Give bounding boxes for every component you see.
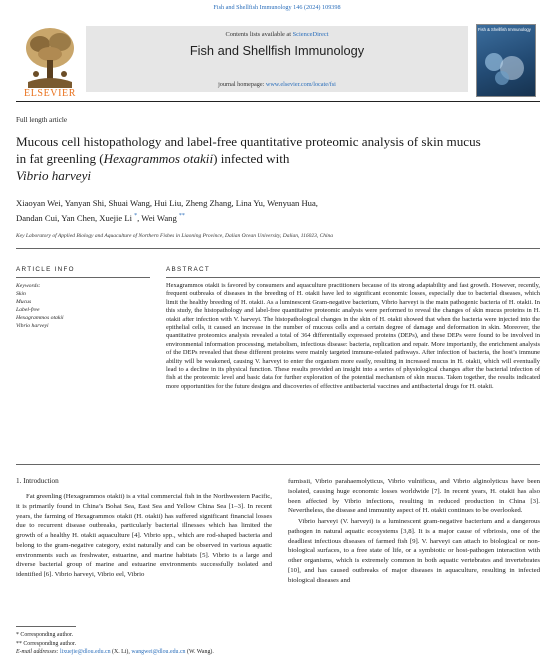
title-part-2: ) infected with <box>213 150 290 166</box>
running-header: Fish and Shellfish Immunology 146 (2024) 109398 <box>213 4 341 11</box>
keyword-item: Mucus <box>16 299 32 305</box>
email-suffix-li: (X. Li), <box>110 649 132 656</box>
introduction-right-column <box>288 477 540 585</box>
corresponding-author-2: ** Corresponding author. <box>16 640 77 647</box>
title-species: Hexagrammos otakii <box>103 150 214 166</box>
email-line <box>16 648 396 657</box>
keyword-item: Label-free <box>16 307 40 313</box>
homepage-link[interactable]: www.elsevier.com/locate/fsi <box>265 81 336 88</box>
homepage-prefix: journal homepage: <box>218 81 266 88</box>
journal-title: Fish and Shellfish Immunology <box>189 43 365 58</box>
author-line-1: Xiaoyan Wei, Yanyan Shi, Shuai Wang, Hui Liu, Zheng Zhang, Lina Yu, Wenyuan Hua, <box>16 198 318 208</box>
publisher-name: ELSEVIER <box>23 88 77 99</box>
email-link-li[interactable]: lixuejie@dlou.edu.cn <box>59 649 111 656</box>
corresponding-mark-2[interactable]: ** <box>178 213 185 220</box>
corresponding-author-1: * Corresponding author. <box>16 632 74 638</box>
abstract-top-rule <box>166 277 540 278</box>
affiliation-rule <box>16 248 540 249</box>
abstract-bottom-rule <box>16 464 540 465</box>
author-affiliation: Key Laboratory of Applied Biology and Aquaculture of Northern Fishes in Liaoning Province, Dalian Ocean University, Dalian, 116023, China <box>16 233 334 239</box>
contents-prefix: Contents lists available at <box>225 31 293 38</box>
journal-cover-title: Fish & Shellfish Immunology <box>478 27 531 32</box>
author-list <box>16 197 486 225</box>
masthead-bottom-rule <box>16 101 540 102</box>
sciencedirect-link[interactable]: ScienceDirect <box>292 31 329 38</box>
title-part-1: Mucous cell histopathology and label-free quantitative proteomic analysis of skin mucus in fat greenling ( <box>16 134 481 166</box>
keyword-item: Skin <box>16 291 26 297</box>
article-type: Full length article <box>16 116 68 124</box>
article-title <box>16 134 486 184</box>
author-line-2 <box>16 210 486 225</box>
contents-line <box>86 31 468 38</box>
footnotes <box>16 631 396 657</box>
homepage-line <box>86 81 468 88</box>
email-label: E-mail addresses: <box>16 649 60 656</box>
article-info-rule <box>16 277 150 278</box>
introduction-left-column: Fat greenling (Hexagrammos otakii) is a vital commercial fish in the Northwestern Pacific, it is primarily found in China’s Bohai Sea, East Sea and Yellow China Sea [1–3]. In recent years, the farming of Hexagrammos otakii (H. otakii) has suffered significant financial losses due to recurrent disease outbreaks, particularly bacterial illnesses which has limited the growth of a healthy H. otakii aquaculture [4]. Vibrio spp., which are rod-shaped bacteria and belong to the gram-negative category, exist naturally and can be observed in various aquatic environments such as freshwater, estuarine, and marine habitats [5]. Vibrio is a large and diverse bacterial group of marine and estuarine environments successfully isolated and identified [6]. Vibrio harveyi, Vibrio eel, Vibrio <box>16 493 272 578</box>
author-names-b: , Wei Wang <box>137 213 179 224</box>
cover-artwork <box>480 46 530 90</box>
elsevier-tree-logo <box>18 24 82 90</box>
abstract-heading: ABSTRACT <box>166 266 210 273</box>
article-info-heading: ARTICLE INFO <box>16 266 75 273</box>
email-link-wang[interactable]: wangwei@dlou.edu.cn <box>131 649 186 656</box>
corresponding-mark-1[interactable]: * <box>134 213 138 220</box>
intro-right-paragraph-2: Vibrio harveyi (V. harveyi) is a luminescent gram-negative bacterium and a dangerous pathogen in natural aquatic ecosystems [3,8]. It is a major cause of vibriosis, one of the deadliest infectious diseases of farmed fish [9]. V. harveyi can attach to biological or non-biological surfaces, to a free state of life, or a symbiotic or host-pathogen interaction with other organisms, which is extremely common in both aquatic vertebrates and invertebrates [10], and has caused outbreaks of major diseases in aquaculture, resulting in infected biological diseases and <box>288 518 540 584</box>
abstract-text: Hexagrammos otakii is favored by consumers and aquaculture practitioners because of its strong adaptability and fast growth. However, recently, frequent outbreaks of diseases in the breeding of H. otakii have led to significant economic losses, especially due to bacterial diseases, which limit the healthy breeding of H. otakii. As a luminescent Gram-negative bacterium, Vibrio harveyi is the main pathogenic bacteria of H. otakii. In this study, the histopathology and label-free quantitative proteomic analysis were performed to reveal the changes of skin mucus proteins in H. otakii after infection with V. harveyi. The histopathological changes in the skin of H. otakii showed that when the bacteria were injected into the epithelial cells, it caused an increase in the number of mucous cells and a certain degree of damage and deformation in skin. Moreover, the quantitative proteomics analysis revealed a total of 364 differentially expressed proteins (DEPs), and these DEPs were found to be involved in environmental information processing, metabolism, infectious disease: bacteria, replication and repair. More importantly, the enrichment analysis of the DEPs revealed that these different proteins were mainly targeted immune-related pathways. After infection of bacteria, the host’s immune ability will be weakened, causing V. harveyi to enter the organism more easily, resulting in increased mucus in H. otakii, which will eventually lead to a decline in its physical function. These results provided an insight into a series of physiological changes after the bacterial infection of fish at the proteomic level and basic data for further exploration of the potential mechanism of skin mucus. Taken together, the results indicated more opportunities for the future designs and discoveries of effective antibacterial vaccines and antibacterial drugs for H. otakii. <box>166 282 540 390</box>
email-suffix-wang: (W. Wang). <box>185 649 214 656</box>
intro-right-paragraph-1: furnissii, Vibrio parahaemolyticus, Vibrio vulnificus, and Vibrio alginolyticus have been isolated, causing huge economic losses worldwide [7]. In recent years, H. otakii has also been affected by Vibrio infections, resulting in reduced production in China [3]. Nevertheless, the disease and immunity aspect of H. otakii continues to be overlooked. <box>288 478 540 515</box>
title-pathogen: Vibrio harveyi <box>16 167 92 183</box>
introduction-heading: 1. Introduction <box>16 477 59 485</box>
keyword-item: Hexagrammos otakii <box>16 315 64 321</box>
author-names-a: Dandan Cui, Yan Chen, Xuejie Li <box>16 213 135 224</box>
keyword-item: Vibrio harveyi <box>16 323 49 329</box>
footnote-rule <box>16 626 76 627</box>
keywords-label: Keywords: <box>16 283 41 289</box>
